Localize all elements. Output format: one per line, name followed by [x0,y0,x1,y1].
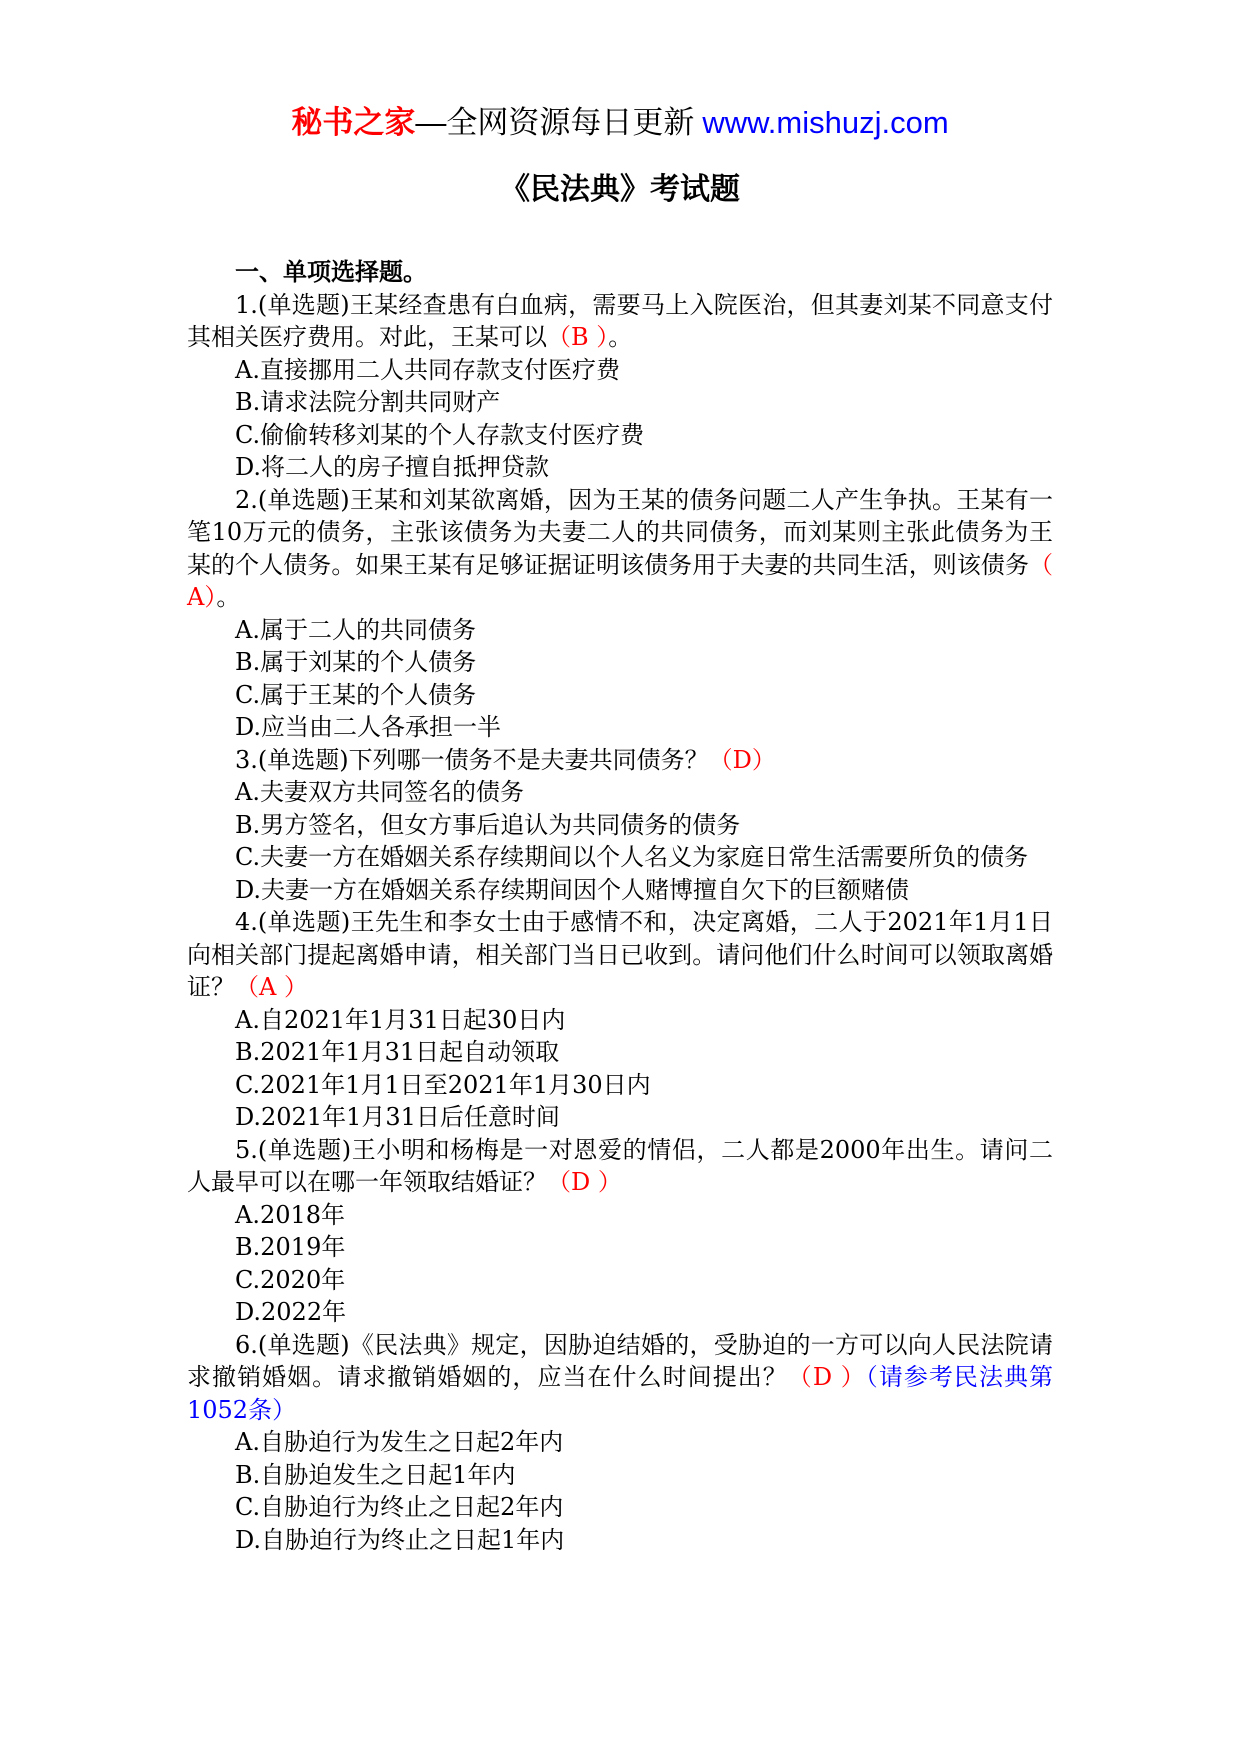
section-heading: 一、单项选择题。 [235,257,427,286]
question-stem: 3.(单选题)下列哪一债务不是夫妻共同债务？ [235,745,709,774]
question-stem: 5.(单选题)王小明和杨梅是一对恩爱的情侣，二人都是2000年出生。请问二人最早可以在哪一年领取结婚证？ [187,1135,1053,1196]
question-5-option-c: C.2020年 [235,1265,346,1294]
question-5-option-b: B.2019年 [235,1233,346,1261]
question-5-option-d: D.2022年 [235,1298,347,1326]
brand-name: 秘书之家 [291,105,416,140]
question-2-option-a: A.属于二人的共同债务 [235,615,476,644]
question-4 [187,906,1053,1004]
site-header [0,102,1240,144]
answer-key: （D） [708,745,776,774]
question-4-option-b: B.2021年1月31日起自动领取 [235,1038,560,1066]
question-3-option-b: B.男方签名，但女方事后追认为共同债务的债务 [235,810,741,839]
document-body [187,256,1053,1556]
question-2-option-c: C.属于王某的个人债务 [235,680,477,709]
site-url: www.mishuzj.com [702,105,949,140]
question-3-option-c: C.夫妻一方在婚姻关系存续期间以个人名义为家庭日常生活需要所负的债务 [235,843,1029,871]
question-tail: 。 [216,583,241,611]
document-title: 《民法典》考试题 [500,172,740,207]
question-stem: 1.(单选题)王某经查患有白血病，需要马上入院医治，但其妻刘某不同意支付其相关医疗费用。对此，王某可以 [187,290,1053,351]
answer-key: （B ） [547,323,609,351]
answer-key: （ A） [187,550,1053,611]
header-tagline: —全网资源每日更新 [415,105,695,140]
answer-key: （A ） [235,973,308,1001]
question-4-option-c: C.2021年1月1日至2021年1月30日内 [235,1070,651,1099]
question-stem: 2.(单选题)王某和刘某欲离婚，因为王某的债务问题二人产生争执。王某有一笔10万元的债务，主张该债务为夫妻二人的共同债务，而刘某则主张此债务为王某的个人债务。如果王某有足够证据证明该债务用于夫妻的共同生活，则该债务 [187,485,1053,579]
question-stem: 6.(单选题)《民法典》规定，因胁迫结婚的，受胁迫的一方可以向人民法院请求撤销婚姻。请求撤销婚姻的，应当在什么时间提出？ [187,1330,1053,1391]
question-6-option-b: B.自胁迫发生之日起1年内 [235,1460,516,1489]
question-1-option-a: A.直接挪用二人共同存款支付医疗费 [235,355,620,384]
question-4-option-d: D.2021年1月31日后任意时间 [235,1103,560,1131]
question-5 [187,1134,1053,1199]
answer-key: （D ） [547,1168,622,1196]
question-tail: 。 [608,323,633,351]
question-3-option-a: A.夫妻双方共同签名的债务 [235,778,524,806]
question-4-option-a: A.自2021年1月31日起30日内 [235,1005,566,1034]
question-6-option-c: C.自胁迫行为终止之日起2年内 [235,1493,564,1521]
question-1-option-c: C.偷偷转移刘某的个人存款支付医疗费 [235,420,645,449]
question-6-option-a: A.自胁迫行为发生之日起2年内 [235,1428,564,1456]
question-2-option-b: B.属于刘某的个人债务 [235,648,477,676]
question-stem: 4.(单选题)王先生和李女士由于感情不和，决定离婚，二人于2021年1月1日向相关部门提起离婚申请，相关部门当日已收到。请问他们什么时间可以领取离婚证？ [187,908,1053,1001]
question-1-option-b: B.请求法院分割共同财产 [235,388,501,416]
question-1-option-d: D.将二人的房子擅自抵押贷款 [235,453,550,481]
reference-note: （请参考民法典第1052条） [187,1363,1054,1424]
question-5-option-a: A.2018年 [235,1200,346,1229]
answer-key: （D ） [787,1363,866,1391]
question-3-option-d: D.夫妻一方在婚姻关系存续期间因个人赌博擅自欠下的巨额赌债 [235,875,910,904]
question-3 [187,744,1053,777]
question-6 [187,1329,1053,1427]
question-2-option-d: D.应当由二人各承担一半 [235,713,502,741]
question-1 [187,289,1053,354]
question-2 [187,484,1053,614]
question-6-option-d: D.自胁迫行为终止之日起1年内 [235,1525,565,1554]
